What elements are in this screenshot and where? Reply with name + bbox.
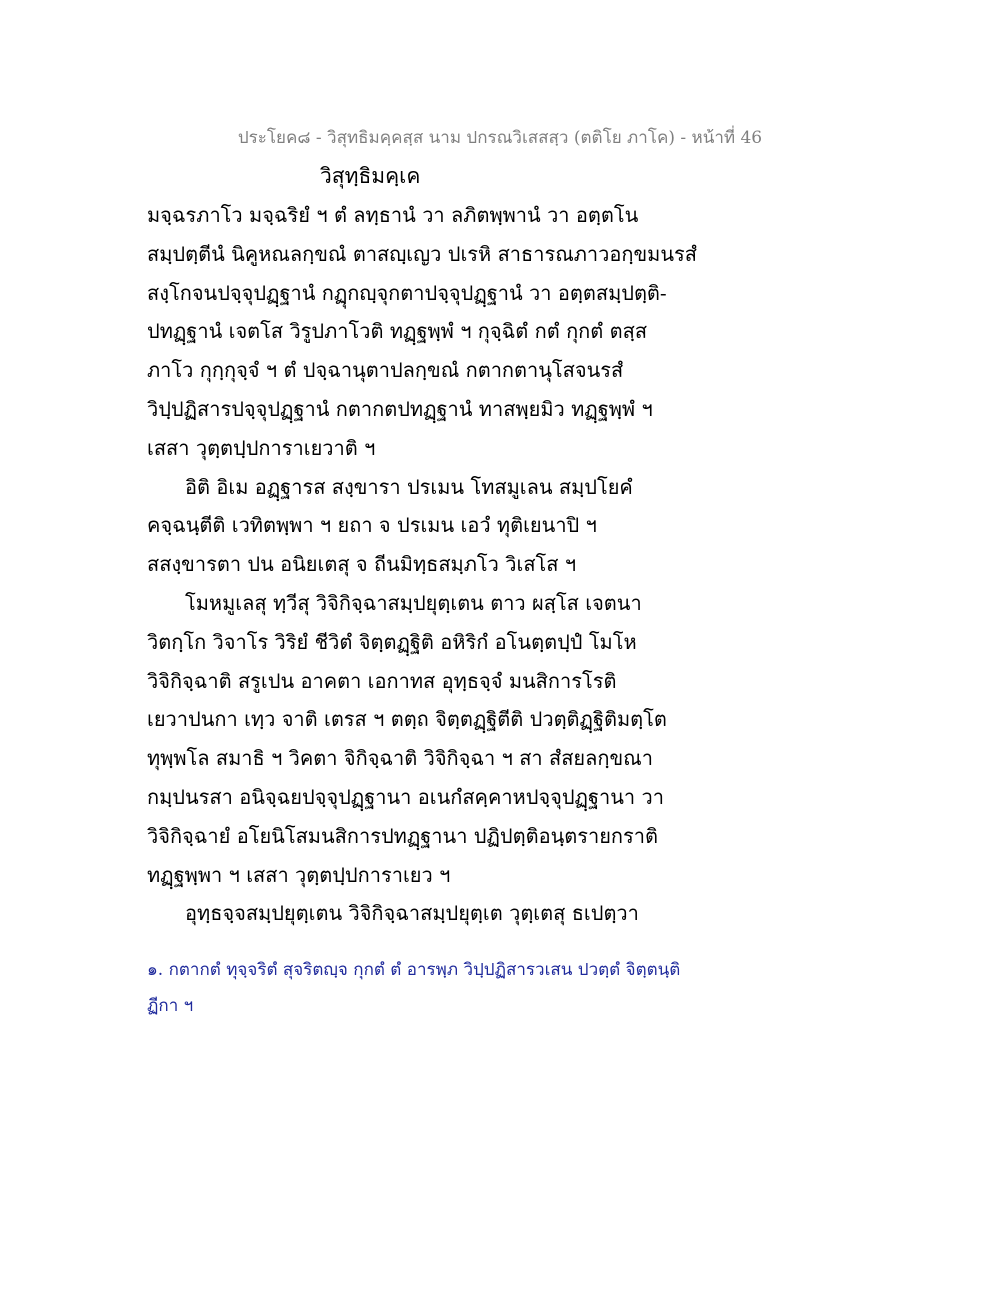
- body-line: สงฺโกจนปจฺจุปฏฺฐานํ กฏุกญฺจุกตาปจฺจุปฏฺฐานํ วา อตฺตสมฺปตฺติ-: [147, 280, 667, 305]
- section-title: วิสุทฺธิมคฺเค: [320, 164, 421, 188]
- body-line: เยวาปนกา เทฺว จาติ เตรส ฯ ตตฺถ จิตฺตฏฺฐิตีติ ปวตฺติฏฺฐิติมตฺโต: [147, 707, 667, 732]
- body-line: ปทฏฺฐานํ เจตโส วิรูปภาโวติ ทฏฺฐพฺพํ ฯ กุจฺฉิตํ กตํ กุกตํ ตสฺส: [147, 319, 648, 344]
- body-line: อุทฺธจฺจสมฺปยุตฺเตน วิจิกิจฺฉาสมฺปยุตฺเต วุตฺเตสุ ธเปตฺวา: [185, 901, 639, 926]
- body-line: มจฺฉรภาโว มจฺฉริยํ ฯ ตํ ลทฺธานํ วา ลภิตพฺพานํ วา อตฺตโน: [147, 203, 639, 227]
- body-line: สมฺปตฺตีนํ นิคูหณลกฺขณํ ตาสญฺเญว ปเรหิ สาธารณภาวอกฺขมนรสํ: [147, 241, 697, 266]
- body-line: วิจิกิจฺฉายํ อโยนิโสมนสิการปทฏฺฐานา ปฏิปตฺติอนฺตรายกราติ: [147, 823, 659, 848]
- body-line: ทฏฺฐพฺพา ฯ เสสา วุตฺตปฺปการาเยว ฯ: [147, 862, 451, 887]
- footnote: [147, 952, 707, 1024]
- body-line: เสสา วุตฺตปฺปการาเยวาติ ฯ: [147, 435, 376, 460]
- body-line: คจฺฉนฺตีติ เวทิตพฺพา ฯ ยถา จ ปรเมน เอวํ ทุติเยนาปิ ฯ: [147, 513, 597, 538]
- body-line: กมฺปนรสา อนิจฺฉยปจฺจุปฏฺฐานา อเนกํสคฺคาหปจฺจุปฏฺฐานา วา: [147, 784, 664, 809]
- body-line: สสงฺขารตา ปน อนิยเตสุ จ ถีนมิทฺธสมฺภโว วิเสโส ฯ: [147, 552, 577, 577]
- footnote-line: ฏีกา ฯ: [147, 996, 194, 1016]
- body-line: วิตกฺโก วิจาโร วิริยํ ชีวิตํ จิตฺตฏฺฐิติ อหิริกํ อโนตฺตปฺปํ โมโห: [147, 629, 637, 654]
- body-line: อิติ อิเม อฏฺฐารส สงฺขารา ปรเมน โทสมูเลน สมฺปโยคํ: [185, 474, 633, 499]
- body-line: โมหมูเลสุ ทฺวีสุ วิจิกิจฺฉาสมฺปยุตฺเตน ตาว ผสฺโส เจตนา: [185, 590, 642, 615]
- body-line: วิจิกิจฺฉาติ สรูเปน อาคตา เอกาทส อุทฺธจฺจํ มนสิการโรติ: [147, 668, 617, 693]
- running-header: ประโยค๘ - วิสุทธิมคฺคสฺส นาม ปกรณวิเสสสฺว (ตติโย ภาโค) - หน้าที่ 46: [237, 128, 763, 148]
- body-line: ภาโว กุกฺกุจฺจํ ฯ ตํ ปจฺฉานุตาปลกฺขณํ กตากตานุโสจนรสํ: [147, 358, 624, 383]
- footnote-line: ๑. กตากตํ ทุจฺจริตํ สุจริตญฺจ กุกตํ ตํ อารพฺภ วิปฺปฏิสารวเสน ปวตฺตํ จิตฺตนฺติ: [147, 960, 681, 980]
- body-line: วิปฺปฏิสารปจฺจุปฏฺฐานํ กตากตปทฏฺฐานํ ทาสพฺยมิว ทฏฺฐพฺพํ ฯ: [147, 396, 653, 421]
- body-line: ทุพฺพโล สมาธิ ฯ วิคตา จิกิจฺฉาติ วิจิกิจฺฉา ฯ สา สํสยลกฺขณา: [147, 746, 653, 771]
- body-text: [147, 196, 707, 933]
